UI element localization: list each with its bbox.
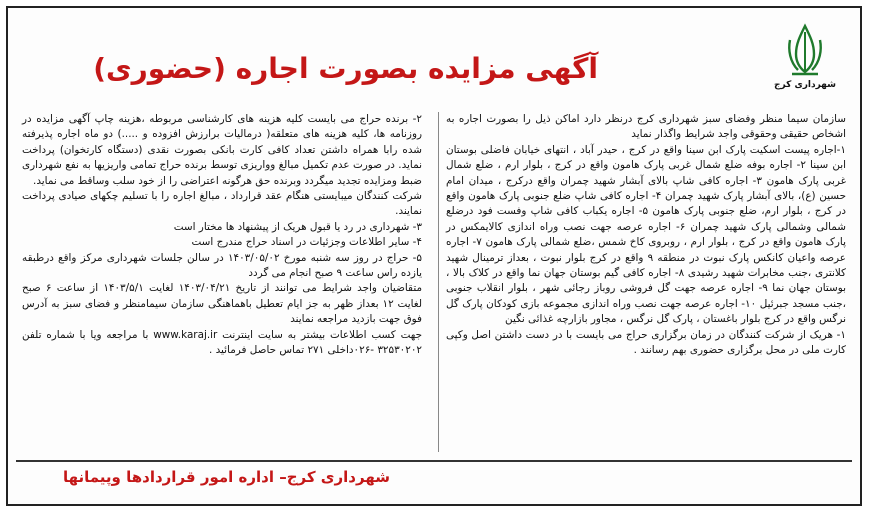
ad-title: آگهی مزایده بصورت اجاره (حضوری)	[93, 52, 598, 85]
ad-frame	[6, 6, 862, 506]
right-column	[446, 112, 846, 359]
footer-divider	[16, 460, 852, 462]
property-list-paragraph: ۱-اجاره پیست اسکیت پارک ابن سینا واقع در کرج ، حیدر آباد ، انتهای خیابان فاضلی بوستان ابن سینا ۲- اجاره بوفه ضلع شمال غربی پارک هامون واقع در کرج ، بلوار ارم ، ضلع شمال غربی پارک هامون ۳- اجاره کافی شاپ بالای آبشار شهید چمران واقع درکرج ، میدان امام حسین (ع)، بالای آبشار پارک شهید چمران ۴- اجاره کافی شاپ ضلع جنوبی پارک هامون واقع در کرج ، بلوار ارم، ضلع جنوبی پارک هامون ۵- اجاره یکباب کافی شاپ وفست فود درضلع شمالی وشمالی پارک شهید چمران ۶- اجاره عرصه جهت نصب وراه اندازی کالایمکس در پارک هامون واقع در کرج ، بلوار ارم ، روبروی کاخ شمس ،ضلع شمالی پارک هامون ۷- اجاره عرصه واعیان کانکس پارک نبوت در منطقه ۹ واقع در کرج بلوار نبوت ، بعداز ترمینال شهید کلانتری ،جنب مخابرات شهید رشیدی ۸- اجاره کافی گیم بوستان جهان نما واقع در کلاک بالا ، بوستان جهان نما ۹- اجاره عرصه جهت گل فروشی روباز رجائی شهر ، بلوار انقلاب جنوبی ،جنب مسجد جبرئیل ۱۰- اجاره عرصه جهت نصب وراه اندازی مجموعه بازی کودکان پارک گل نرگس واقع در کرج بلوار باغستان ، پارک گل نرگس ، مجاور بازارچه غذائی نگین	[446, 143, 847, 326]
ad-footer: شهرداری کرج– اداره امور قراردادها وپیمانها	[62, 468, 390, 486]
column-divider	[438, 112, 439, 452]
condition-paragraph-5: ۵- حراج در روز سه شنبه مورخ ۱۴۰۳/۰۵/۰۲ در سالن جلسات شهرداری مرکز واقع درطبقه یازده راس ساعت ۹ صبح انجام می گردد	[22, 251, 422, 280]
condition-paragraph-3: ۳- شهرداری در رد یا قبول هریک از پیشنهاد ها مختار است	[173, 220, 422, 233]
payment-paragraph: شرکت کنندگان میبایستی هنگام عقد قرارداد ، مبالغ اجاره را با تسلیم چکهای صیادی پرداخت نمایند.	[22, 190, 422, 218]
condition-paragraph-1: ۱- هریک از شرکت کنندگان در زمان برگزاری حراج می بایست با در دست داشتن اصل وکپی کارت ملی در محل برگزاری حضوری بهم رسانند .	[446, 328, 846, 357]
ad-header	[8, 8, 860, 100]
intro-paragraph: سازمان سیما منظر وفضای سبز شهرداری کرج درنظر دارد اماکن ذیل را بصورت اجاره به اشخاص حقیقی وحقوقی واجد شرایط واگذار نماید	[446, 113, 846, 141]
karaj-municipality-logo-icon	[780, 22, 830, 80]
contact-paragraph: جهت کسب اطلاعات بیشتر به سایت اینترنت www.karaj.ir با مراجعه ویا با شماره تلفن ۳۲۵۳۰۲۰۲ -۰۲۶داخلی ۲۷۱ تماس حاصل فرمائید .	[22, 328, 422, 357]
logo	[764, 22, 846, 98]
left-column	[22, 112, 422, 359]
condition-paragraph-2: ۲- برنده حراج می بایست کلیه هزینه های کارشناسی مربوطه ،هزینه چاپ آگهی مزایده در روزنامه ها، کلیه هزینه های متعلقه( درمالیات برارزش افزوده و .....) دو ماه اجاره پذیرفته شده رابا همراه داشتن تعداد کافی کارت بانکی بصورت نقدی (دستگاه کارتخوان) پرداخت نماید. در صورت عدم تکمیل مبالغ وواریزی توسط برنده حراج تمامی واریزیها به نفع شهرداری ضبط ومزایده تجدید میگردد وبرنده حق هرگونه اعتراضی را از خود سلب وساقط می نماید.	[22, 113, 422, 187]
visit-paragraph: متقاضیان واجد شرایط می توانند از تاریخ ۱۴۰۳/۰۴/۲۱ لغایت ۱۴۰۳/۵/۱ از ساعت ۶ صبح لغایت ۱۲ بعداز ظهر به جز ایام تعطیل باهماهنگی سازمان سیمامنظر و فضای سبز به آدرس فوق جهت بازدید مراجعه نمایند	[22, 282, 423, 326]
condition-paragraph-4: ۴- سایر اطلاعات وجزئیات در اسناد حراج مندرج است	[191, 236, 422, 249]
logo-caption: شهرداری کرج	[774, 80, 836, 90]
